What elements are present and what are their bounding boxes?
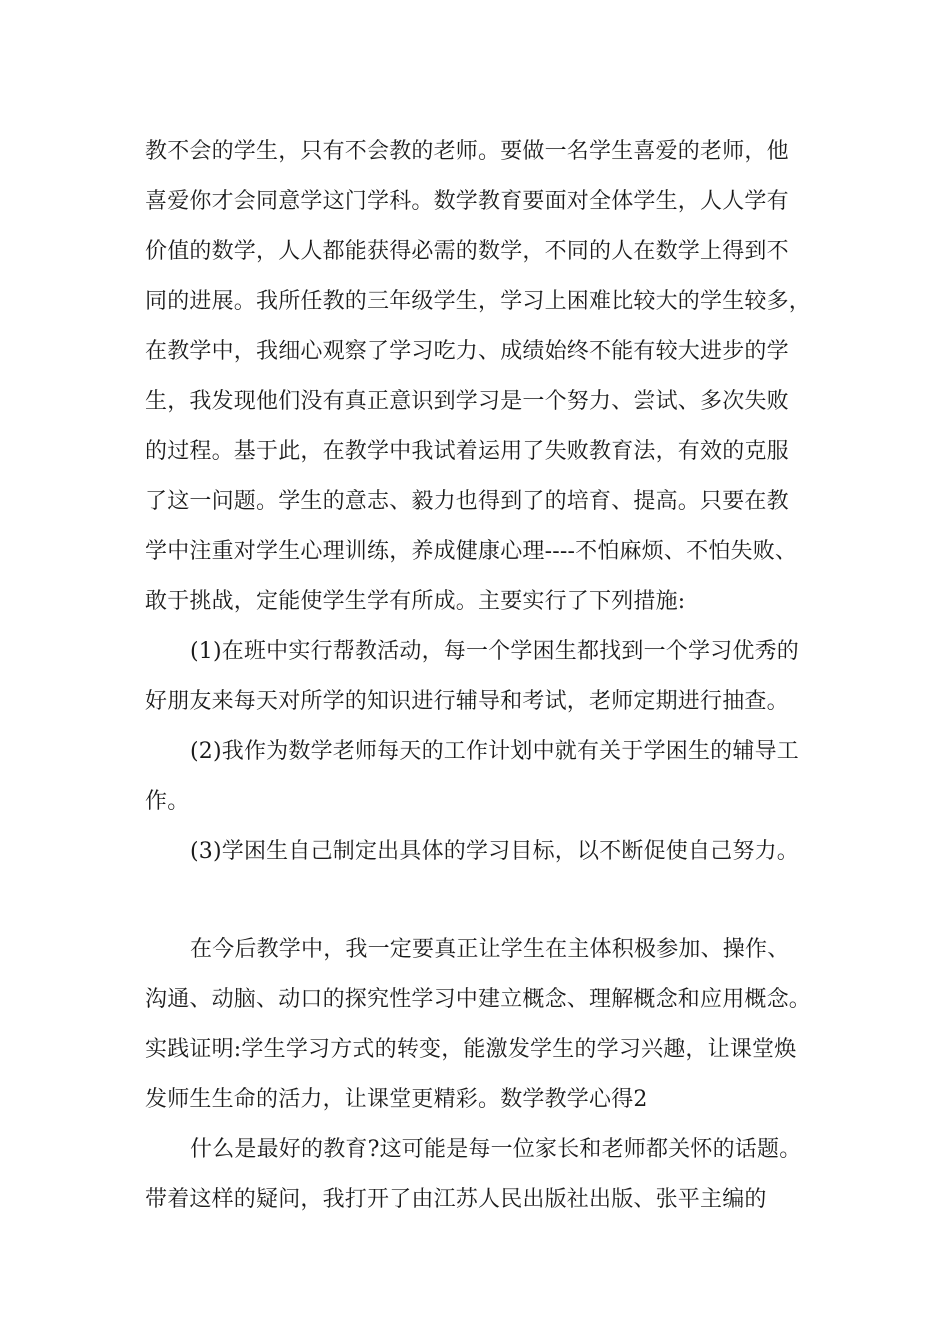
- text-line: 学中注重对学生心理训练，养成健康心理----不怕麻烦、不怕失败、: [145, 539, 798, 564]
- text-line: 作。: [145, 789, 190, 814]
- text-line: 的过程。基于此，在教学中我试着运用了失败教育法，有效的克服: [145, 439, 789, 464]
- list-item-3: (3)学困生自己制定出具体的学习目标，以不断促使自己努力。: [190, 839, 799, 864]
- text-line: 同的进展。我所任教的三年级学生，学习上困难比较大的学生较多，: [145, 289, 812, 314]
- text-line: 带着这样的疑问，我打开了由江苏人民出版社出版、张平主编的: [145, 1187, 767, 1212]
- text-line: 敢于挑战，定能使学生学有所成。主要实行了下列措施:: [145, 589, 686, 614]
- list-item-2: (2)我作为数学老师每天的工作计划中就有关于学困生的辅导工: [190, 739, 799, 764]
- paragraph-start: 什么是最好的教育?这可能是每一位家长和老师都关怀的话题。: [190, 1137, 802, 1162]
- text-line: 喜爱你才会同意学这门学科。数学教育要面对全体学生，人人学有: [145, 189, 789, 214]
- text-line: 在教学中，我细心观察了学习吃力、成绩始终不能有较大进步的学: [145, 339, 789, 364]
- list-item-1: (1)在班中实行帮教活动，每一个学困生都找到一个学习优秀的: [190, 639, 799, 664]
- text-line: 生，我发现他们没有真正意识到学习是一个努力、尝试、多次失败: [145, 389, 789, 414]
- text-line: 好朋友来每天对所学的知识进行辅导和考试，老师定期进行抽查。: [145, 689, 789, 714]
- paragraph-start: 在今后教学中，我一定要真正让学生在主体积极参加、操作、: [190, 937, 790, 962]
- text-line: 价值的数学，人人都能获得必需的数学，不同的人在数学上得到不: [145, 239, 789, 264]
- text-line: 实践证明:学生学习方式的转变，能激发学生的学习兴趣，让课堂焕: [145, 1037, 797, 1062]
- text-line: 教不会的学生，只有不会教的老师。要做一名学生喜爱的老师，他: [145, 139, 789, 164]
- text-line: 了这一问题。学生的意志、毅力也得到了的培育、提高。只要在教: [145, 489, 789, 514]
- text-line: 沟通、动脑、动口的探究性学习中建立概念、理解概念和应用概念。: [145, 987, 812, 1012]
- text-line: 发师生生命的活力，让课堂更精彩。数学教学心得2: [145, 1087, 648, 1112]
